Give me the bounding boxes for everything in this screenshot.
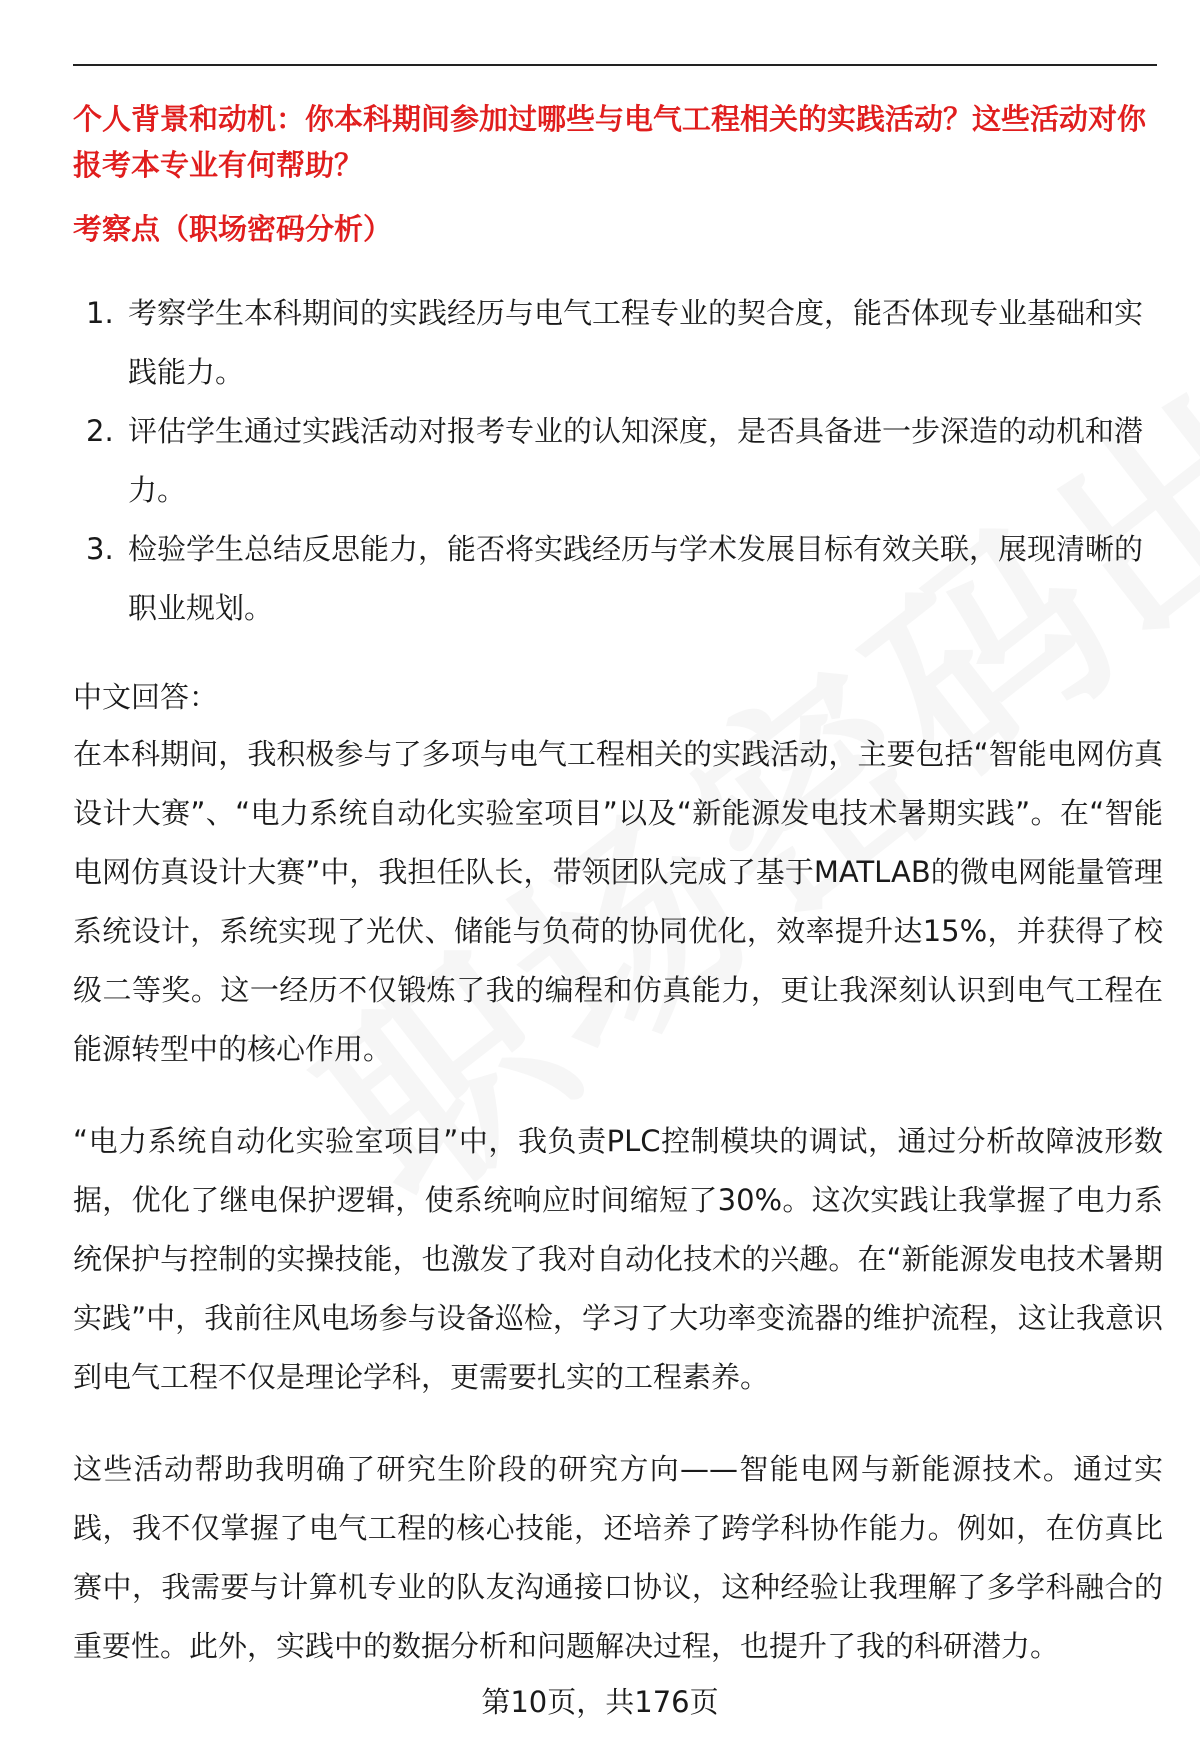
list-item xyxy=(73,520,1163,638)
list-item-number: 3. xyxy=(86,532,114,566)
list-item-text: 评估学生通过实践活动对报考专业的认知深度，是否具备进一步深造的动机和潜力。 xyxy=(128,414,1144,507)
list-item xyxy=(73,284,1163,402)
list-item-number: 2. xyxy=(86,414,114,448)
answer-paragraph: 在本科期间，我积极参与了多项与电气工程相关的实践活动，主要包括“智能电网仿真设计大赛”、“电力系统自动化实验室项目”以及“新能源发电技术暑期实践”。在“智能电网仿真设计大赛”中，我担任队长，带领团队完成了基于MATLAB的微电网能量管理系统设计，系统实现了光伏、储能与负荷的协同优化，效率提升达15%，并获得了校级二等奖。这一经历不仅锻炼了我的编程和仿真能力，更让我深刻认识到电气工程在能源转型中的核心作用。 xyxy=(73,737,1163,1066)
list-item-number: 1. xyxy=(86,296,114,330)
page-number: 第10页，共176页 xyxy=(481,1685,719,1719)
question-heading: 个人背景和动机：你本科期间参加过哪些与电气工程相关的实践活动？这些活动对你报考本专业有何帮助？ xyxy=(73,102,1147,182)
assessment-points-list xyxy=(73,284,1163,638)
list-item-text: 考察学生本科期间的实践经历与电气工程专业的契合度，能否体现专业基础和实践能力。 xyxy=(128,296,1144,389)
answer-label: 中文回答： xyxy=(73,680,219,714)
answer-paragraph: “电力系统自动化实验室项目”中，我负责PLC控制模块的调试，通过分析故障波形数据，优化了继电保护逻辑，使系统响应时间缩短了30%。这次实践让我掌握了电力系统保护与控制的实操技能，也激发了我对自动化技术的兴趣。在“新能源发电技术暑期实践”中，我前往风电场参与设备巡检，学习了大功率变流器的维护流程，这让我意识到电气工程不仅是理论学科，更需要扎实的工程素养。 xyxy=(73,1124,1163,1394)
answer-paragraph: 这些活动帮助我明确了研究生阶段的研究方向——智能电网与新能源技术。通过实践，我不仅掌握了电气工程的核心技能，还培养了跨学科协作能力。例如，在仿真比赛中，我需要与计算机专业的队友沟通接口协议，这种经验让我理解了多学科融合的重要性。此外，实践中的数据分析和问题解决过程，也提升了我的科研潜力。 xyxy=(73,1452,1163,1663)
list-item-text: 检验学生总结反思能力，能否将实践经历与学术发展目标有效关联，展现清晰的职业规划。 xyxy=(128,532,1144,625)
top-divider xyxy=(73,64,1157,66)
section-heading: 考察点（职场密码分析） xyxy=(73,212,393,246)
list-item xyxy=(73,402,1163,520)
